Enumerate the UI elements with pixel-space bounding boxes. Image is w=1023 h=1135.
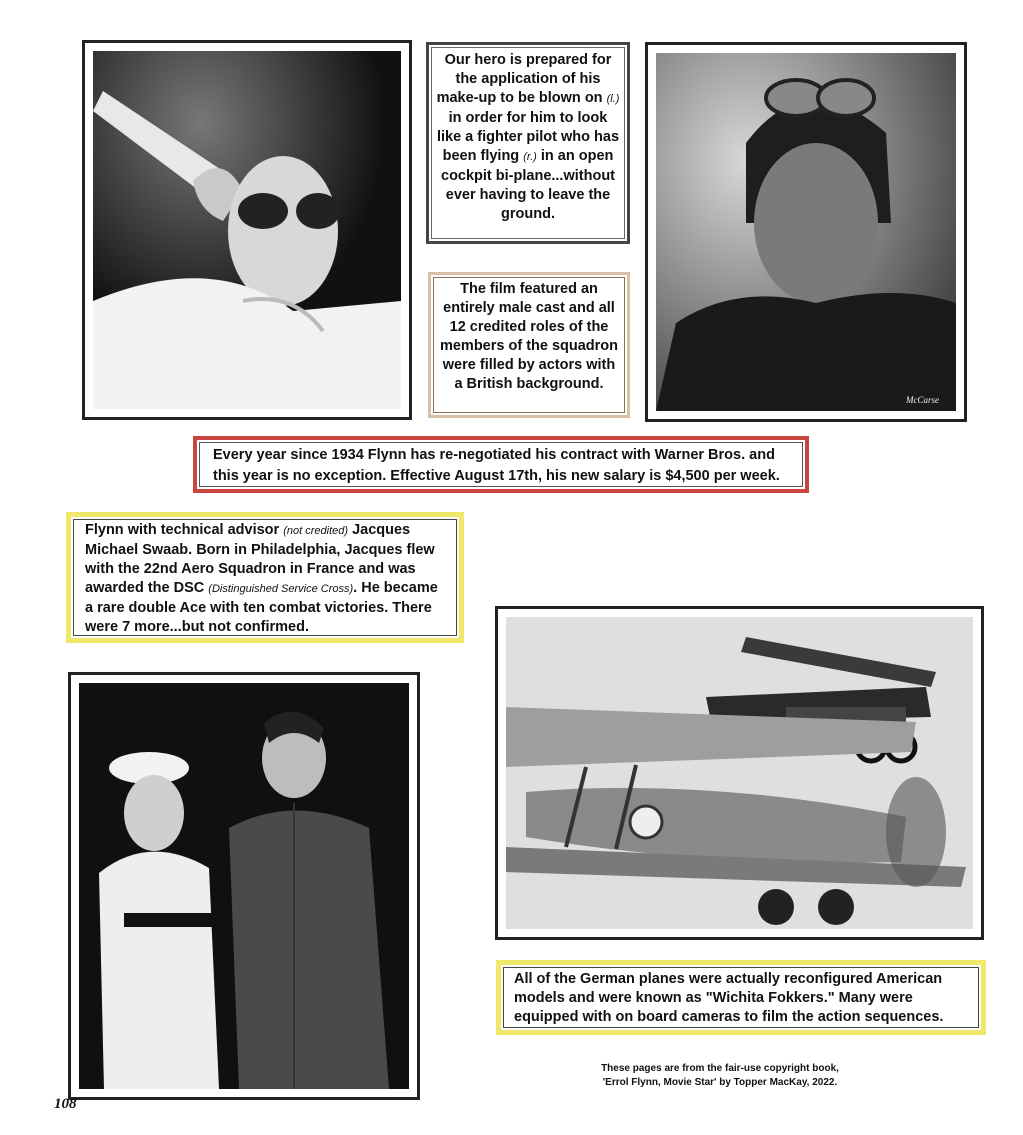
caption-makeup-note-right: (r.) bbox=[523, 151, 537, 163]
copyright-note bbox=[540, 1062, 900, 1090]
caption-planes-box bbox=[496, 960, 986, 1035]
caption-makeup-text-1: Our hero is prepared for the application of his make-up to be blown on bbox=[436, 52, 612, 106]
photo-pilot-frame bbox=[645, 42, 967, 422]
photo-makeup bbox=[93, 51, 401, 409]
photo-makeup-frame bbox=[82, 40, 412, 420]
caption-makeup-note-left: (l.) bbox=[606, 93, 620, 105]
photo-advisor-frame bbox=[68, 672, 420, 1100]
caption-advisor bbox=[71, 517, 459, 637]
photo-biplanes bbox=[506, 617, 973, 929]
caption-contract-box bbox=[193, 436, 809, 493]
caption-advisor-text-1: Flynn with technical advisor bbox=[85, 522, 280, 538]
caption-makeup bbox=[435, 49, 621, 224]
photo-pilot bbox=[656, 53, 956, 411]
caption-advisor-text-3: . He became a rare double Ace with ten combat victories. There were 7 more...but not confirmed. bbox=[85, 580, 438, 635]
copyright-line-2: 'Errol Flynn, Movie Star' by Topper MacKay, 2022. bbox=[602, 1077, 838, 1088]
caption-makeup-text-2: in order for him to look like a fighter pilot who has been flying bbox=[436, 110, 620, 164]
caption-advisor-text-2: Jacques Michael Swaab. Born in Philadelphia, Jacques flew with the 22nd Aero Squadron in France and was awarded the DSC bbox=[85, 522, 435, 596]
caption-makeup-box bbox=[426, 42, 630, 244]
caption-makeup-text-3: in an open cockpit bi-plane...without ever having to leave the ground. bbox=[441, 148, 615, 222]
page-number: 108 bbox=[54, 1096, 77, 1112]
caption-advisor-note-2: (Distinguished Service Cross) bbox=[208, 583, 354, 595]
caption-planes: All of the German planes were actually reconfigured American models and were known as "Wichita Fokkers." Many were equipped with on board cameras to film the action sequences. bbox=[514, 971, 944, 1025]
caption-advisor-note-1: (not credited) bbox=[283, 525, 349, 537]
caption-contract: Every year since 1934 Flynn has re-negotiated his contract with Warner Bros. and this year is no exception. Effective August 17th, his new salary is $4,500 per week. bbox=[213, 447, 780, 484]
caption-cast-box bbox=[428, 272, 630, 418]
photo-signature: McCarse bbox=[906, 395, 939, 405]
caption-cast: The film featured an entirely male cast and all 12 credited roles of the members of the squadron were filled by actors with a British background. bbox=[439, 281, 619, 392]
photo-advisor bbox=[79, 683, 409, 1089]
photo-biplanes-frame bbox=[495, 606, 984, 940]
copyright-line-1: These pages are from the fair-use copyright book, bbox=[601, 1063, 839, 1074]
caption-advisor-box bbox=[66, 512, 464, 643]
